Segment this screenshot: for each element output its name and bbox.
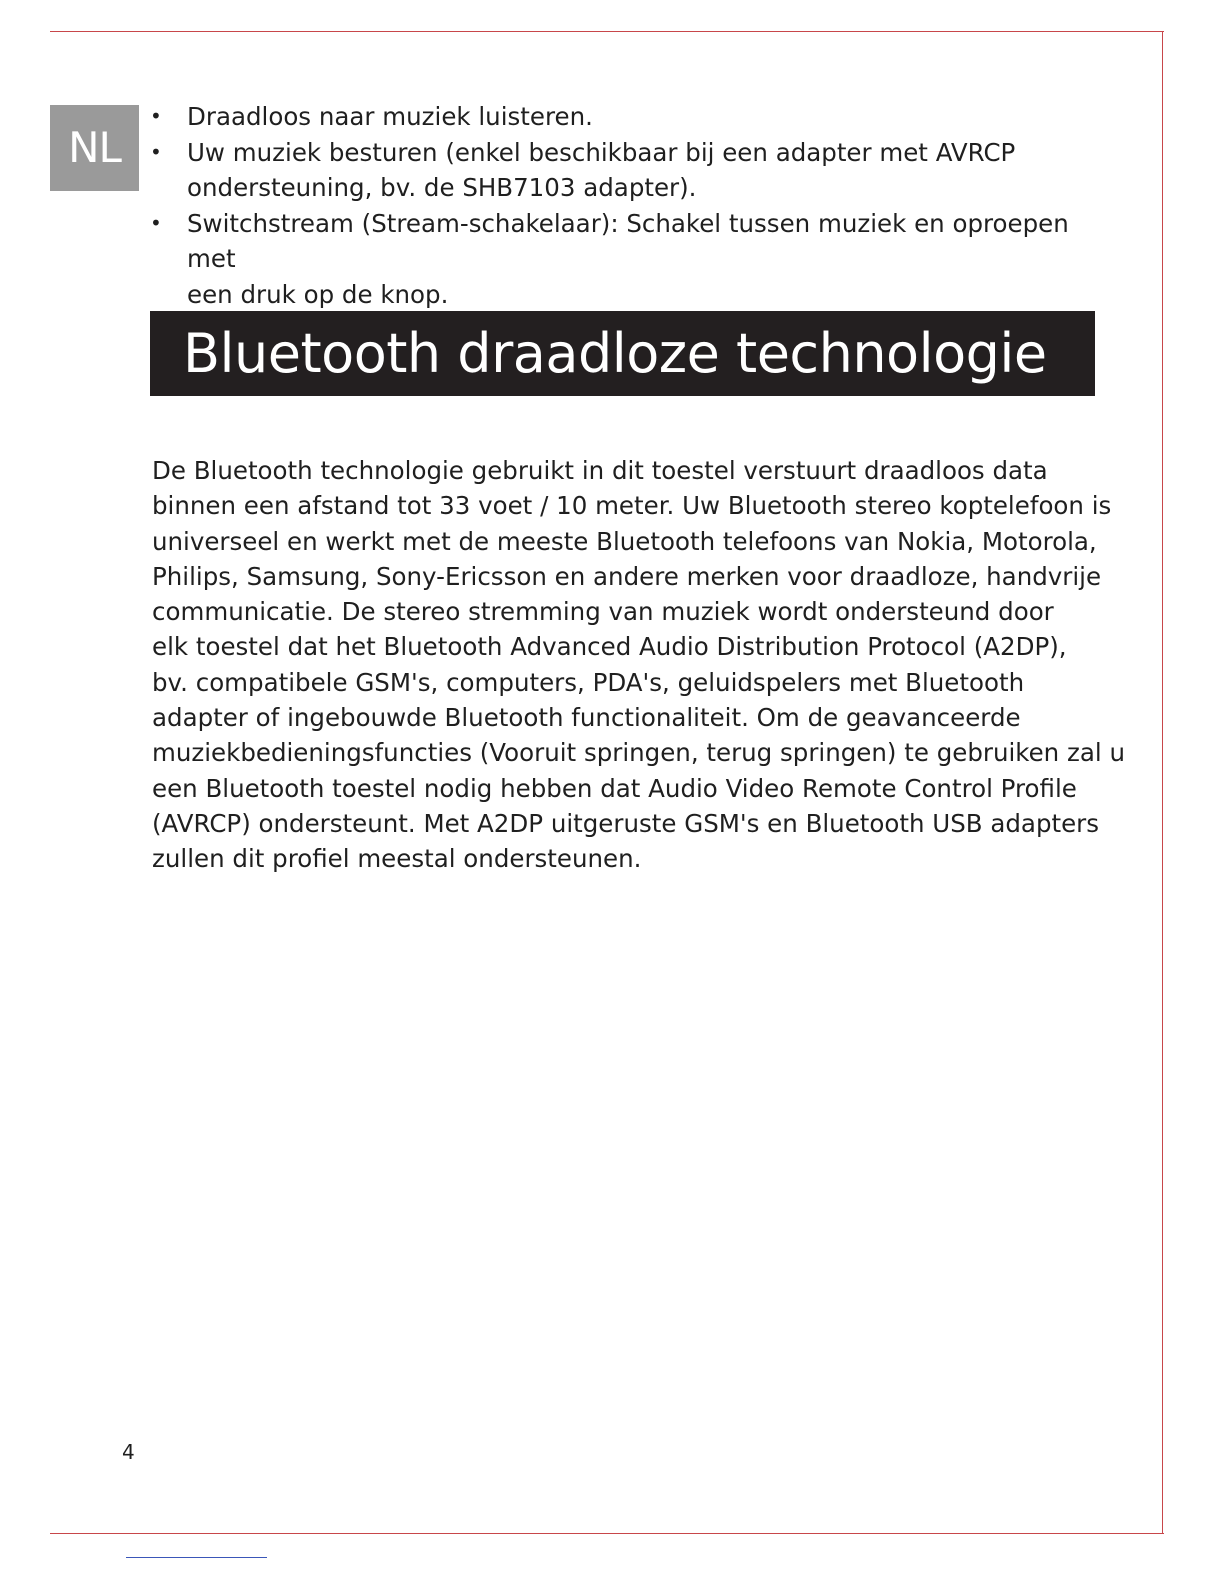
bullet-item <box>150 99 1100 135</box>
language-tab: NL <box>50 105 139 191</box>
page-border-bottom <box>50 1533 1164 1534</box>
bullet-item <box>150 206 1100 313</box>
body-line: binnen een afstand tot 33 voet / 10 meter. Uw Bluetooth stereo koptelefoon is <box>152 491 1112 521</box>
footer-rule <box>126 1557 267 1558</box>
body-line: muziekbedieningsfuncties (Vooruit springen, terug springen) te gebruiken zal u <box>152 738 1125 768</box>
section-heading-bar <box>150 311 1095 396</box>
bullet-line: een druk op de knop. <box>187 279 449 309</box>
bullet-dot-icon: • <box>150 104 162 128</box>
body-line: zullen dit profiel meestal ondersteunen. <box>152 844 642 874</box>
body-line: bv. compatibele GSM's, computers, PDA's, geluidspelers met Bluetooth <box>152 667 1025 697</box>
bullet-dot-icon: • <box>150 139 162 164</box>
body-line: universeel en werkt met de meeste Bluetooth telefoons van Nokia, Motorola, <box>152 526 1097 556</box>
bullet-item <box>150 135 1100 206</box>
page-number: 4 <box>122 1440 135 1464</box>
body-line: elk toestel dat het Bluetooth Advanced Audio Distribution Protocol (A2DP), <box>152 632 1067 662</box>
page-border-right <box>1162 31 1163 1534</box>
body-line: De Bluetooth technologie gebruikt in dit toestel verstuurt draadloos data <box>152 456 1048 485</box>
body-line: (AVRCP) ondersteunt. Met A2DP uitgeruste GSM's en Bluetooth USB adapters <box>152 808 1100 838</box>
body-line: een Bluetooth toestel nodig hebben dat Audio Video Remote Control Profile <box>152 773 1077 803</box>
bullet-line: Draadloos naar muziek luisteren. <box>187 102 593 131</box>
body-line: communicatie. De stereo stremming van muziek wordt ondersteund door <box>152 597 1054 627</box>
body-line: Philips, Samsung, Sony-Ericsson en andere merken voor draadloze, handvrije <box>152 561 1102 591</box>
bullet-line: Uw muziek besturen (enkel beschikbaar bij een adapter met AVRCP <box>187 137 1016 167</box>
page-border-top <box>50 31 1164 32</box>
bullet-dot-icon: • <box>150 210 162 235</box>
feature-bullet-list <box>150 99 1100 312</box>
section-heading: Bluetooth draadloze technologie <box>183 322 1047 385</box>
bullet-line: ondersteuning, bv. de SHB7103 adapter). <box>187 173 697 202</box>
body-line: adapter of ingebouwde Bluetooth functionaliteit. Om de geavanceerde <box>152 703 1021 733</box>
body-paragraph <box>152 453 1125 877</box>
bullet-line: Switchstream (Stream-schakelaar): Schakel tussen muziek en oproepen met <box>187 208 1069 273</box>
